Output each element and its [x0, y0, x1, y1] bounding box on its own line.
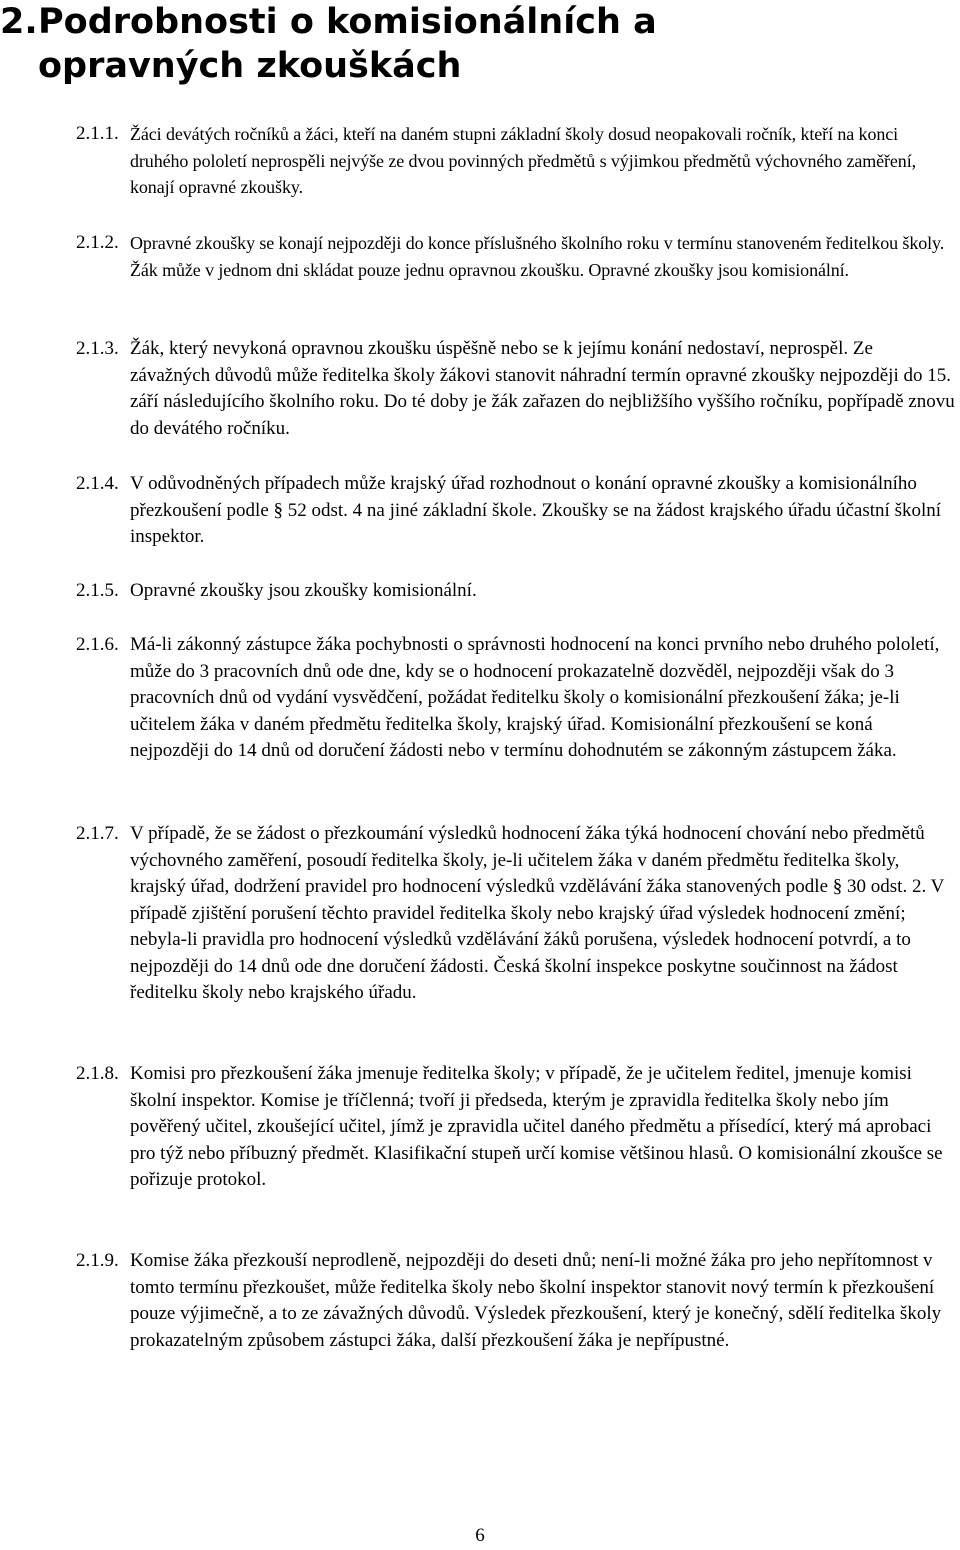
clause-2-1-5 [76, 578, 956, 605]
section-title-line-1: Podrobnosti o komisionálních a [38, 2, 657, 42]
section-heading [0, 0, 800, 88]
clause-2-1-1 [76, 121, 956, 201]
clause-number: 2.1.1. [76, 123, 119, 144]
clause-number: 2.1.6. [76, 634, 119, 655]
clause-text: Komise žáka přezkouší neprodleně, nejpozději do deseti dnů; není-li možné žáka pro jeho nepřítomnost v tomto termínu přezkoušet, může ředitelka školy nebo školní inspektor stanovit nový termín k přezkoušení pouze výjimečně, a to ze závažných důvodů. Výsledek přezkoušení, který je konečný, sdělí ředitelka školy prokazatelným způsobem zástupci žáka, další přezkoušení žáka je nepřípustné. [130, 1250, 942, 1351]
clause-number: 2.1.3. [76, 338, 119, 359]
clause-number: 2.1.4. [76, 473, 119, 494]
clause-2-1-9 [76, 1248, 956, 1354]
clause-2-1-7 [76, 821, 956, 1007]
clause-text: V případě, že se žádost o přezkoumání výsledků hodnocení žáka týká hodnocení chování nebo předmětů výchovného zaměření, posoudí ředitelka školy, je-li učitelem žáka v daném předmětu ředitelka školy, krajský úřad, dodržení pravidel pro hodnocení výsledků vzdělávání žáka stanovených podle § 30 odst. 2. V případě zjištění porušení těchto pravidel ředitelka školy nebo krajský úřad výsledek hodnocení změní; nebyla-li pravidla pro hodnocení výsledků vzdělávání žáků porušena, výsledek hodnocení potvrdí, a to nejpozději do 14 dnů ode dne doručení žádosti. Česká školní inspekce poskytne součinnost na žádost ředitelku školy nebo krajského úřadu. [130, 823, 944, 1003]
clause-2-1-2 [76, 230, 956, 283]
clause-2-1-6 [76, 632, 956, 765]
page-number: 6 [475, 1525, 485, 1546]
clause-2-1-8 [76, 1061, 956, 1194]
section-title-line-2: opravných zkouškách [38, 46, 462, 86]
clause-2-1-4 [76, 471, 956, 551]
clause-text: Má-li zákonný zástupce žáka pochybnosti o správnosti hodnocení na konci prvního nebo druhého pololetí, může do 3 pracovních dnů ode dne, kdy se o hodnocení prokazatelně dozvěděl, nejpozději však do 3 pracovních dnů od vydání vysvědčení, požádat ředitelku školy o komisionální přezkoušení žáka; je-li učitelem žáka v daném předmětu ředitelka školy, krajský úřad. Komisionální přezkoušení se koná nejpozději do 14 dnů od doručení žádosti nebo v termínu dohodnutém se zákonným zástupcem žáka. [130, 634, 940, 761]
clause-number: 2.1.9. [76, 1250, 119, 1271]
clause-number: 2.1.8. [76, 1063, 119, 1084]
clause-2-1-3 [76, 336, 956, 442]
clause-text: Žáci devátých ročníků a žáci, kteří na daném stupni základní školy dosud neopakovali ročník, kteří na konci druhého pololetí neprospěli nejvýše ze dvou povinných předmětů s výjimkou předmětů výchovného zaměření, konají opravné zkoušky. [130, 124, 916, 197]
clause-text: Žák, který nevykoná opravnou zkoušku úspěšně nebo se k jejímu konání nedostaví, neprospěl. Ze závažných důvodů může ředitelka školy žákovi stanovit náhradní termín opravné zkoušky nejpozději do 15. září následujícího školního roku. Do té doby je žák zařazen do nejbližšího vyššího ročníku, popřípadě znovu do devátého ročníku. [130, 338, 955, 439]
clause-text: V odůvodněných případech může krajský úřad rozhodnout o konání opravné zkoušky a komisionálního přezkoušení podle § 52 odst. 4 na jiné základní škole. Zkoušky se na žádost krajského úřadu účastní školní inspektor. [130, 473, 942, 547]
clause-text: Opravné zkoušky se konají nejpozději do konce příslušného školního roku v termínu stanoveném ředitelkou školy. Žák může v jednom dni skládat pouze jednu opravnou zkoušku. Opravné zkoušky jsou komisionální. [130, 233, 945, 280]
clause-text: Komisi pro přezkoušení žáka jmenuje ředitelka školy; v případě, že je učitelem ředitel, jmenuje komisi školní inspektor. Komise je tříčlenná; tvoří ji předseda, kterým je zpravidla ředitelka školy nebo jím pověřený učitel, zkoušející učitel, jímž je zpravidla učitel daného předmětu a přísedící, který má aprobaci pro týž nebo příbuzný předmět. Klasifikační stupeň určí komise většinou hlasů. O komisionální zkoušce se pořizuje protokol. [130, 1063, 943, 1190]
clause-number: 2.1.5. [76, 580, 119, 601]
clause-text: Opravné zkoušky jsou zkoušky komisionální. [130, 580, 477, 601]
section-number: 2. [0, 2, 38, 42]
clause-number: 2.1.7. [76, 823, 119, 844]
clause-number: 2.1.2. [76, 232, 119, 253]
